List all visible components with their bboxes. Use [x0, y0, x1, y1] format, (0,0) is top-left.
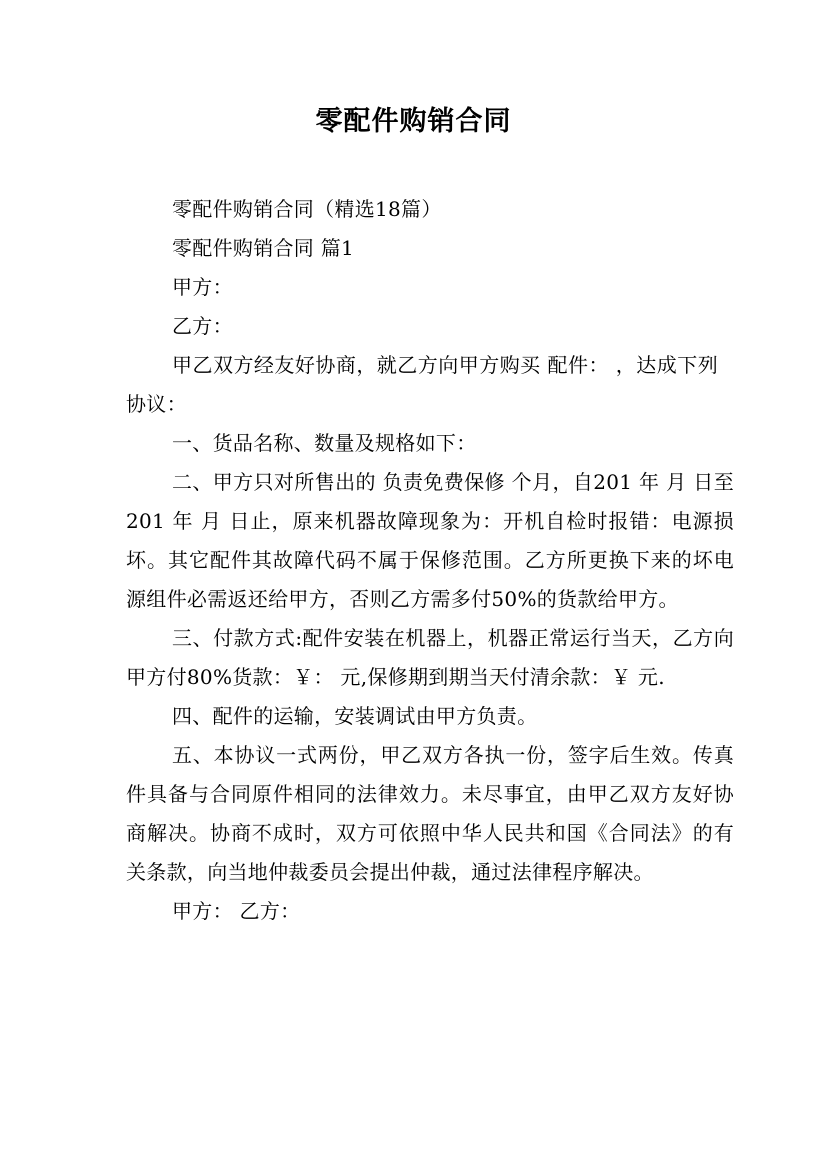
paragraph-clause-2: 二、甲方只对所售出的 负责免费保修 个月，自201 年 月 日至201 年 月 日止，原来机器故障现象为：开机自检时报错：电源损坏。其它配件其故障代码不属于保修范围。乙方所更换下来的坏电源组件必需返还给甲方，否则乙方需多付50%的货款给甲方。 — [126, 470, 734, 611]
paragraph-clause-3: 三、付款方式:配件安装在机器上，机器正常运行当天，乙方向甲方付80%货款：￥： 元,保修期到期当天付清余款：￥ 元. — [126, 626, 734, 689]
paragraph-clause-1: 一、货品名称、数量及规格如下： — [172, 431, 477, 455]
paragraph-party-b: 乙方： — [172, 314, 233, 338]
paragraph-party-a: 甲方： — [172, 275, 233, 299]
paragraph-clause-5: 五、本协议一式两份，甲乙双方各执一份，签字后生效。传真件具备与合同原件相同的法律效力。未尽事宜，由甲乙双方友好协商解决。协商不成时，双方可依照中华人民共和国《合同法》的有关条款，向当地仲裁委员会提出仲裁，通过法律程序解决。 — [126, 743, 734, 884]
paragraph-signatures: 甲方： 乙方： — [172, 899, 301, 923]
paragraph-subtitle: 零配件购销合同（精选18篇） — [172, 197, 442, 221]
paragraph-clause-4: 四、配件的运输，安装调试由甲方负责。 — [172, 704, 538, 728]
paragraph-section-heading: 零配件购销合同 篇1 — [172, 236, 355, 260]
paragraph-preamble: 甲乙双方经友好协商，就乙方向甲方购买 配件： ，达成下列协议： — [126, 353, 718, 416]
document-title: 零配件购销合同 — [315, 106, 512, 137]
document-body — [126, 190, 734, 931]
